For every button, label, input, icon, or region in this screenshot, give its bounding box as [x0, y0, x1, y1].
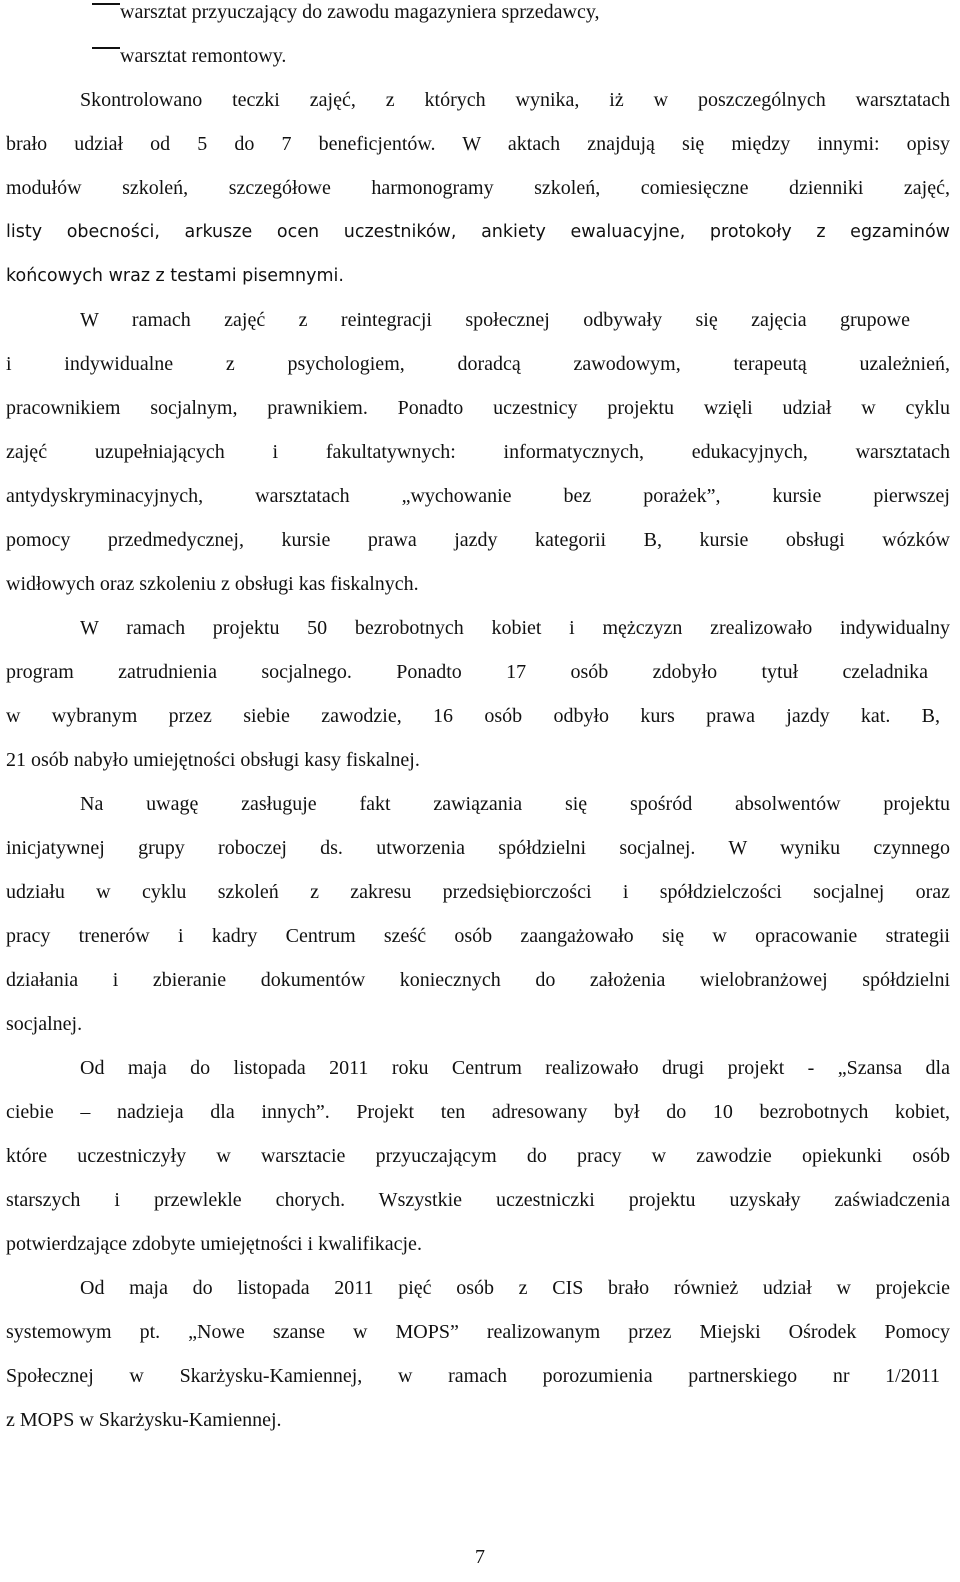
paragraph-line: zajęć uzupełniających i fakultatywnych: informatycznych, edukacyjnych, warsztatach — [6, 441, 950, 463]
paragraph-line: pomocy przedmedycznej, kursie prawa jazdy kategorii B, kursie obsługi wózków — [6, 529, 950, 551]
paragraph-line: pracy trenerów i kadry Centrum sześć osób zaangażowało się w opracowanie strategii — [6, 925, 950, 947]
paragraph-line: socjalnej. — [6, 1013, 83, 1035]
paragraph-line: program zatrudnienia socjalnego. Ponadto 17 osób zdobyło tytuł czeladnika — [6, 661, 928, 683]
paragraph-line: modułów szkoleń, szczegółowe harmonogramy szkoleń, comiesięczne dzienniki zajęć, — [6, 177, 950, 199]
paragraph-line: inicjatywnej grupy roboczej ds. utworzenia spółdzielni socjalnej. W wyniku czynnego — [6, 837, 950, 859]
dash-bullet-icon — [92, 3, 120, 5]
paragraph-line: udziału w cyklu szkoleń z zakresu przedsiębiorczości i spółdzielczości socjalnej oraz — [6, 881, 950, 903]
paragraph-line: Społecznej w Skarżysku-Kamiennej, w ramach porozumienia partnerskiego nr 1/2011 — [6, 1365, 940, 1387]
paragraph-line: widłowych oraz szkoleniu z obsługi kas fiskalnych. — [6, 573, 419, 595]
paragraph-line: działania i zbieranie dokumentów koniecznych do założenia wielobranżowej spółdzielni — [6, 969, 950, 991]
dash-bullet-icon — [92, 47, 120, 49]
list-item-text: warsztat przyuczający do zawodu magazyniera sprzedawcy, — [120, 1, 600, 23]
paragraph-line: Od maja do listopada 2011 roku Centrum realizowało drugi projekt - „Szansa dla — [80, 1057, 950, 1079]
paragraph-line: Na uwagę zasługuje fakt zawiązania się spośród absolwentów projektu — [80, 793, 950, 815]
paragraph-line: które uczestniczyły w warsztacie przyuczającym do pracy w zawodzie opiekunki osób — [6, 1145, 950, 1167]
list-item — [120, 44, 920, 68]
paragraph-line: potwierdzające zdobyte umiejętności i kwalifikacje. — [6, 1233, 422, 1255]
paragraph-line: Skontrolowano teczki zajęć, z których wynika, iż w poszczególnych warsztatach — [80, 89, 950, 111]
paragraph-line: i indywidualne z psychologiem, doradcą zawodowym, terapeutą uzależnień, — [6, 353, 950, 375]
paragraph-line: listy obecności, arkusze ocen uczestników, ankiety ewaluacyjne, protokoły z egzaminów — [6, 222, 950, 242]
paragraph-line: systemowym pt. „Nowe szanse w MOPS” realizowanym przez Miejski Ośrodek Pomocy — [6, 1321, 950, 1343]
paragraph-line: Od maja do listopada 2011 pięć osób z CIS brało również udział w projekcie — [80, 1277, 950, 1299]
paragraph-line: pracownikiem socjalnym, prawnikiem. Ponadto uczestnicy projektu wzięli udział w cyklu — [6, 397, 950, 419]
paragraph-line: antydyskryminacyjnych, warsztatach „wychowanie bez porażek”, kursie pierwszej — [6, 485, 950, 507]
paragraph-line: końcowych wraz z testami pisemnymi. — [6, 266, 344, 286]
paragraph-line: z MOPS w Skarżysku-Kamiennej. — [6, 1409, 282, 1431]
paragraph-line: w wybranym przez siebie zawodzie, 16 osób odbyło kurs prawa jazdy kat. B, — [6, 705, 940, 727]
paragraph-line: 21 osób nabyło umiejętności obsługi kasy fiskalnej. — [6, 749, 420, 771]
list-item-text: warsztat remontowy. — [120, 45, 287, 67]
page-number: 7 — [475, 1546, 485, 1568]
paragraph-line: starszych i przewlekle chorych. Wszystkie uczestniczki projektu uzyskały zaświadczenia — [6, 1189, 950, 1211]
paragraph-line: W ramach projektu 50 bezrobotnych kobiet i mężczyzn zrealizowało indywidualny — [80, 617, 950, 639]
paragraph-line: W ramach zajęć z reintegracji społecznej odbywały się zajęcia grupowe — [80, 309, 910, 331]
paragraph-line: ciebie – nadzieja dla innych”. Projekt ten adresowany był do 10 bezrobotnych kobiet, — [6, 1101, 950, 1123]
list-item — [120, 0, 920, 24]
paragraph-line: brało udział od 5 do 7 beneficjentów. W aktach znajdują się między innymi: opisy — [6, 133, 950, 155]
